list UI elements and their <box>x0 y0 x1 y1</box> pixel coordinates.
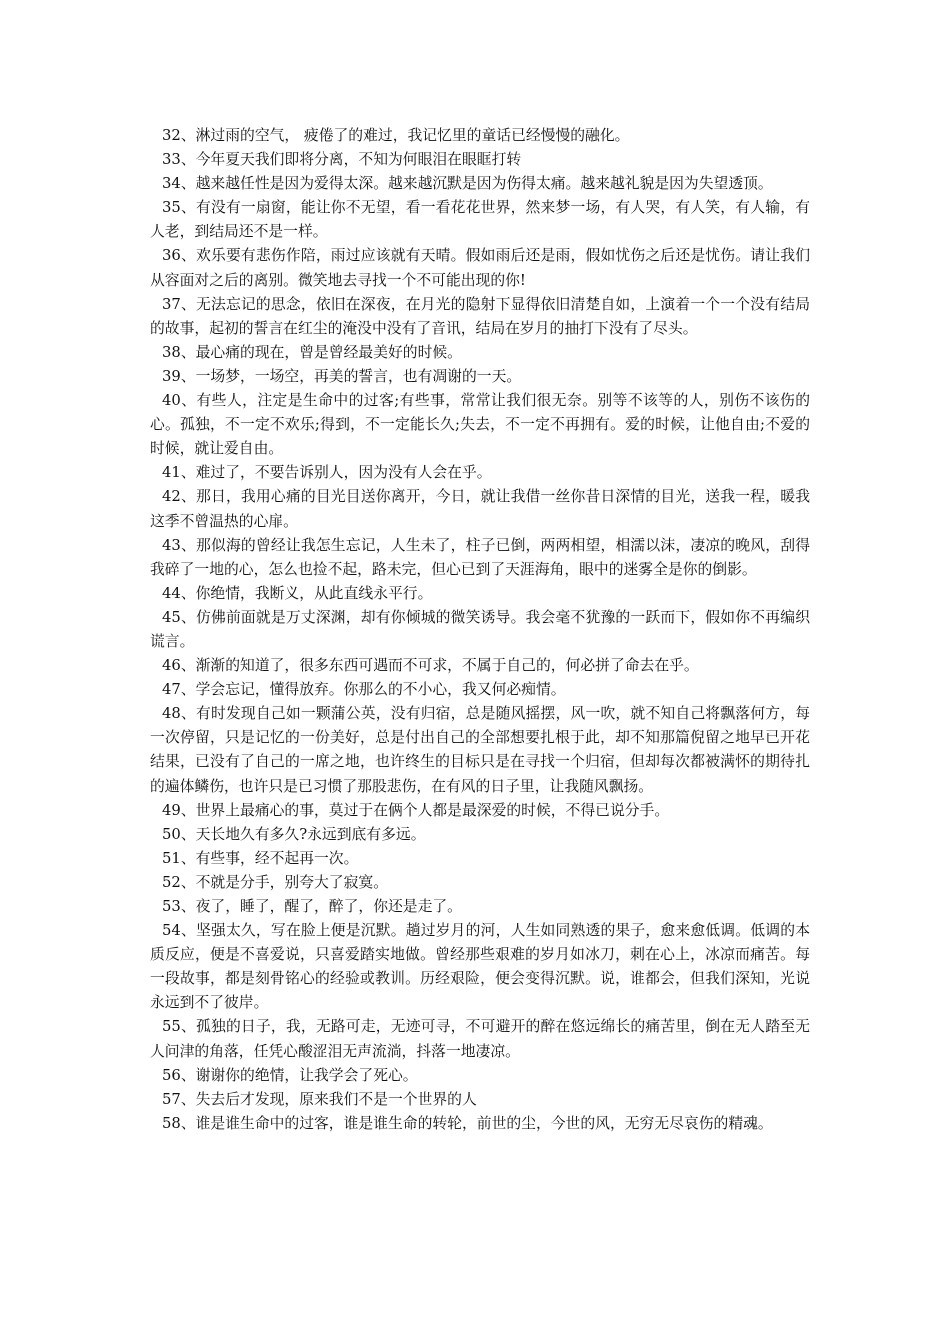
paragraph-48: 48、有时发现自己如一颗蒲公英，没有归宿，总是随风摇摆，风一吹，就不知自己将飘落何方，每一次停留，只是记忆的一份美好，总是付出自己的全部想要扎根于此，却不知那篇倪留之地早已开花结果，已没有了自己的一席之地，也许终生的目标只是在寻找一个归宿，但却每次都被满怀的期待扎的遍体鳞伤，也许只是已习惯了那股悲伤，在有风的日子里，让我随风飘扬。 <box>150 705 810 795</box>
paragraph-36: 36、欢乐要有悲伤作陪，雨过应该就有天晴。假如雨后还是雨，假如忧伤之后还是忧伤。请让我们从容面对之后的离别。微笑地去寻找一个不可能出现的你! <box>150 247 810 289</box>
paragraph-50: 50、天长地久有多久?永远到底有多远。 <box>162 825 426 843</box>
paragraph-56: 56、谢谢你的绝情，让我学会了死心。 <box>162 1066 418 1084</box>
paragraph-54: 54、坚强太久，写在脸上便是沉默。趟过岁月的河，人生如同熟透的果子，愈来愈低调。低调的本质反应，便是不喜爱说，只喜爱踏实地做。曾经那些艰难的岁月如冰刀，刺在心上，冰凉而痛苦。每一段故事，都是刻骨铭心的经验或教训。历经艰险，便会变得沉默。说，谁都会，但我们深知，光说永远到不了彼岸。 <box>150 922 810 1012</box>
paragraph-52: 52、不就是分手，别夸大了寂寞。 <box>162 873 388 891</box>
paragraph-55: 55、孤独的日子，我，无路可走，无迹可寻，不可避开的醉在悠远绵长的痛苦里，倒在无人踏至无人问津的角落，任凭心酸涩泪无声流淌，抖落一地凄凉。 <box>150 1018 810 1060</box>
paragraph-35: 35、有没有一扇窗，能让你不无望，看一看花花世界，然来梦一场，有人哭，有人笑，有人输，有人老，到结局还不是一样。 <box>150 199 810 241</box>
paragraph-32: 32、淋过雨的空气， 疲倦了的难过，我记忆里的童话已经慢慢的融化。 <box>162 127 630 144</box>
document-body <box>150 124 810 1136</box>
paragraph-47: 47、学会忘记，懂得放弃。你那么的不小心，我又何必痴情。 <box>162 681 566 699</box>
paragraph-38: 38、最心痛的现在，曾是曾经最美好的时候。 <box>162 343 462 361</box>
paragraph-53: 53、夜了，睡了，醒了，醉了，你还是走了。 <box>162 898 462 915</box>
paragraph-41: 41、难过了，不要告诉别人，因为没有人会在乎。 <box>162 464 492 482</box>
paragraph-42: 42、那日，我用心痛的目光目送你离开，今日，就让我借一丝你昔日深情的目光，送我一程，暖我这季不曾温热的心扉。 <box>150 488 810 530</box>
paragraph-51: 51、有些事，经不起再一次。 <box>162 849 359 867</box>
paragraph-33: 33、今年夏天我们即将分离，不知为何眼泪在眼眶打转 <box>162 151 522 169</box>
paragraph-58: 58、谁是谁生命中的过客，谁是谁生命的转轮，前世的尘，今世的风，无穷无尽哀伤的精魂。 <box>162 1114 773 1132</box>
paragraph-34: 34、越来越任性是因为爱得太深。越来越沉默是因为伤得太痛。越来越礼貌是因为失望透顶。 <box>162 175 773 193</box>
paragraph-44: 44、你绝情，我断义，从此直线永平行。 <box>162 584 433 602</box>
paragraph-49: 49、世界上最痛心的事，莫过于在俩个人都是最深爱的时候，不得已说分手。 <box>162 801 670 819</box>
paragraph-46: 46、渐渐的知道了，很多东西可遇而不可求，不属于自己的，何必拼了命去在乎。 <box>162 657 699 675</box>
paragraph-37: 37、无法忘记的思念，依旧在深夜，在月光的隐射下显得依旧清楚自如，上演着一个一个没有结局的故事，起初的誓言在红尘的淹没中没有了音讯，结局在岁月的抽打下没有了尽头。 <box>150 295 810 337</box>
paragraph-57: 57、失去后才发现，原来我们不是一个世界的人 <box>162 1090 477 1108</box>
paragraph-43: 43、那似海的曾经让我怎生忘记，人生未了，柱子已倒，两两相望，相濡以沫，凄凉的晚风，刮得我碎了一地的心，怎么也捡不起，路未完，但心已到了天涯海角，眼中的迷雾全是你的倒影。 <box>150 536 810 578</box>
paragraph-40: 40、有些人，注定是生命中的过客;有些事，常常让我们很无奈。别等不该等的人，别伤不该伤的心。孤独，不一定不欢乐;得到，不一定能长久;失去，不一定不再拥有。爱的时候，让他自由;不爱的时候，就让爱自由。 <box>150 392 810 458</box>
paragraph-39: 39、一场梦，一场空，再美的誓言，也有凋谢的一天。 <box>162 367 522 385</box>
paragraph-45: 45、仿佛前面就是万丈深渊，却有你倾城的微笑诱导。我会毫不犹豫的一跃而下，假如你不再编织谎言。 <box>150 608 810 650</box>
